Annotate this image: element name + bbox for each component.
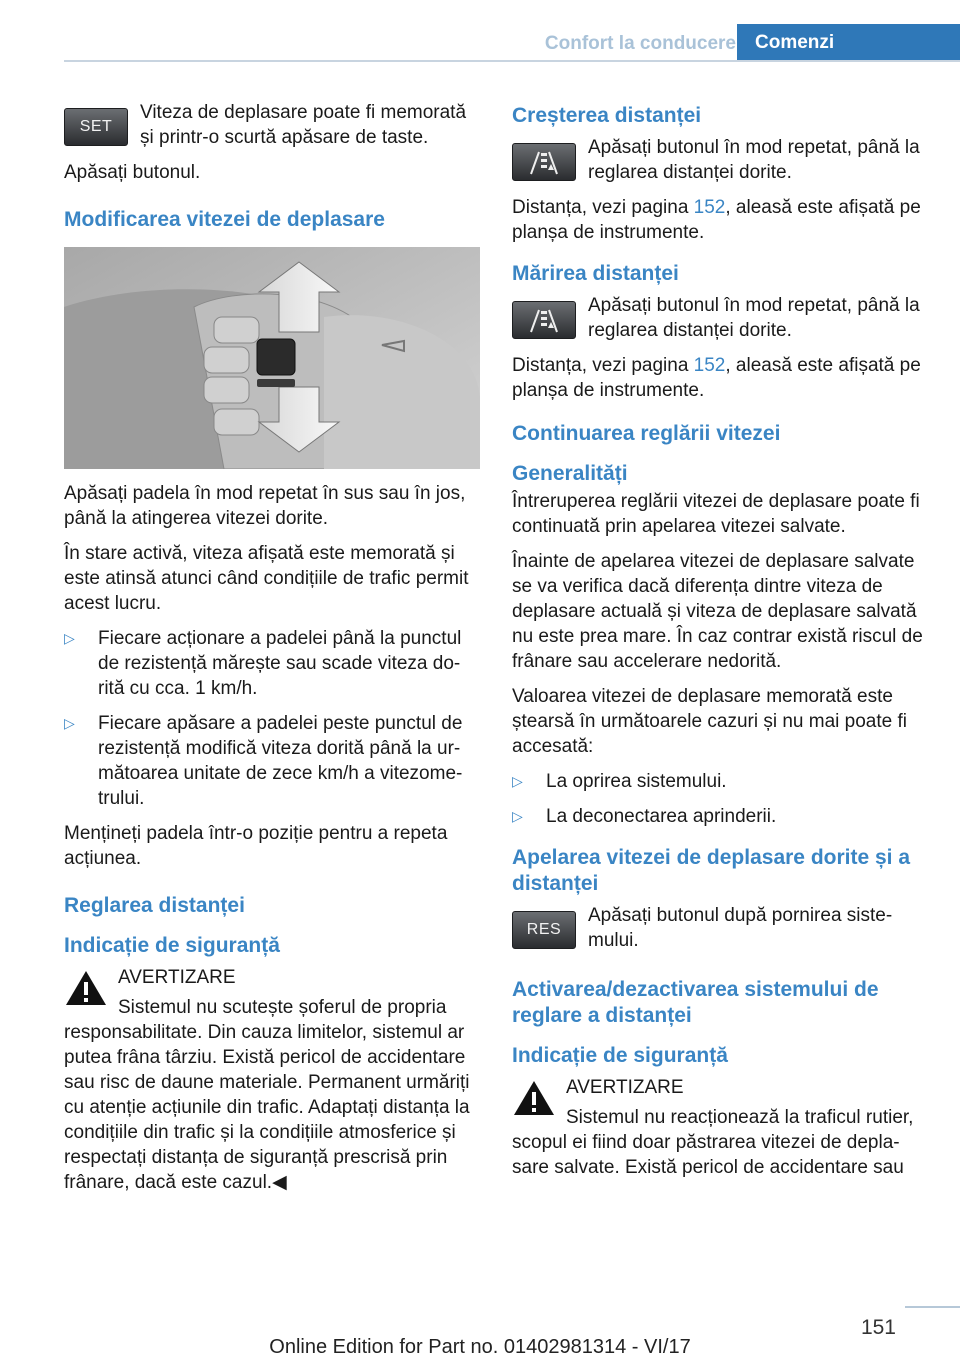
page-link[interactable]: 152 bbox=[693, 197, 726, 218]
heading-safety-note: Indicație de siguranță bbox=[64, 934, 280, 957]
paragraph-active: În stare activă, viteza afișată este memorată și este atinsă atunci când condițiile de trafic permit acest lucru. bbox=[64, 543, 469, 614]
warning-text-rest: responsabilitate. Din cauza limitelor, sistemul ar putea frâna târziu. Există pericol de accidentare sau risc de daune materiale. Permanent urmăriți cu atenție acțiunile din trafic. Adaptați distanța la condițiile din trafic și la condițiile atmosferice și respectați distanța de siguranță prescrisă prin frânare, dacă este cazul.◀ bbox=[64, 1022, 470, 1193]
warning-text-rest-right: scopul ei fiind doar păstrarea vitezei de deplasare salvate. Există pericol de accidentare sau bbox=[512, 1132, 904, 1178]
steering-wheel-paddle-image bbox=[64, 247, 480, 469]
right-column bbox=[512, 100, 928, 1190]
paragraph-general-2: Înainte de apelarea vitezei de deplasare salvate se va verifica dacă diferența dintre viteza de deplasare actuală și viteza de deplasare salvată nu este prea mare. În caz contrar există riscul de frânare sau accelerare nedorită. bbox=[512, 551, 923, 672]
warning-block-right bbox=[512, 1075, 928, 1130]
res-button-row bbox=[512, 903, 928, 953]
enlarge-button-row bbox=[512, 293, 928, 343]
heading-modify-speed: Modificarea vitezei de deplasare bbox=[64, 208, 385, 231]
warning-triangle-icon bbox=[64, 969, 108, 1020]
paragraph-general-3: Valoarea vitezei de deplasare memorată este ștearsă în următoarele cazuri și nu mai poate fi accesată: bbox=[512, 686, 907, 757]
heading-activate-system: Activarea/dezactivarea sistemului de reglare a distanței bbox=[512, 978, 879, 1027]
paragraph-hold: Mențineți padela într-o poziție pentru a repeta acțiunea. bbox=[64, 823, 448, 869]
warning-title: AVERTIZARE bbox=[118, 967, 236, 988]
res-button-text: Apăsați butonul după pornirea sistemului. bbox=[588, 905, 893, 951]
paragraph-general-1: Întreruperea reglării vitezei de deplasare poate fi continuată prin apelarea vitezei salvate. bbox=[512, 491, 920, 537]
set-button-row bbox=[64, 100, 480, 150]
paragraph-paddle: Apăsați padela în mod repetat în sus sau în jos, până la atingerea vitezei dorite. bbox=[64, 483, 466, 529]
warning-title-right: AVERTIZARE bbox=[566, 1077, 684, 1098]
page-link[interactable]: 152 bbox=[693, 355, 726, 376]
warning-text-first-right: Sistemul nu reacționează la traficul rutier, bbox=[566, 1107, 914, 1128]
heading-enlarge-distance: Mărirea distanței bbox=[512, 262, 679, 285]
triangle-bullet-icon: ▷ bbox=[512, 808, 523, 824]
triangle-bullet-icon: ▷ bbox=[64, 630, 75, 646]
warning-triangle-icon bbox=[512, 1079, 556, 1130]
edition-footer: Online Edition for Part no. 01402981314 - VI/17 bbox=[269, 1336, 691, 1358]
set-button-icon: SET bbox=[64, 108, 128, 146]
reset-bullet-list bbox=[512, 769, 928, 829]
list-item: ▷ Fiecare acționare a padelei până la punctul de rezistență mărește sau scade viteza dorită cu cca. 1 km/h. bbox=[64, 628, 462, 699]
enlarge-button-text: Apăsați butonul în mod repetat, până la reglarea distanței dorite. bbox=[588, 295, 920, 341]
increase-button-text: Apăsați butonul în mod repetat, până la reglarea distanței dorite. bbox=[588, 137, 920, 183]
res-button-icon: RES bbox=[512, 911, 576, 949]
list-item: ▷ La deconectarea aprinderii. bbox=[512, 806, 777, 827]
heading-recall-speed: Apelarea vitezei de deplasare dorite și a distanței bbox=[512, 846, 911, 895]
header-divider bbox=[64, 60, 960, 62]
header-tab-comenzi[interactable]: Comenzi bbox=[737, 24, 960, 62]
heading-continue-speed: Continuarea reglării vitezei bbox=[512, 422, 781, 445]
list-item: ▷ Fiecare apăsare a padelei peste punctul de rezistență modifică viteza dorită până la următoarea unitate de zece km/h a vitezometrului. bbox=[64, 713, 463, 809]
speed-bullet-list bbox=[64, 626, 480, 811]
warning-text-first: Sistemul nu scutește șoferul de propria bbox=[118, 997, 447, 1018]
header-section-title: Confort la conducere bbox=[544, 33, 736, 54]
left-column bbox=[64, 100, 480, 1205]
warning-block bbox=[64, 965, 480, 1020]
footer-divider bbox=[905, 1306, 960, 1308]
heading-distance-setting: Reglarea distanței bbox=[64, 894, 245, 917]
distance-button-icon bbox=[512, 301, 576, 339]
set-button-text: Viteza de deplasare poate fi memorată și printr-o scurtă apăsare de taste. bbox=[140, 102, 467, 148]
heading-general: Generalități bbox=[512, 462, 628, 485]
triangle-bullet-icon: ▷ bbox=[64, 715, 75, 731]
paragraph-distance-1: Distanța, vezi pagina 152, aleasă este afișată pe planșa de instrumente. bbox=[512, 197, 921, 243]
paragraph-distance-2: Distanța, vezi pagina 152, aleasă este afișată pe planșa de instrumente. bbox=[512, 355, 921, 401]
heading-safety-note-right: Indicație de siguranță bbox=[512, 1044, 728, 1067]
distance-button-icon bbox=[512, 143, 576, 181]
triangle-bullet-icon: ▷ bbox=[512, 773, 523, 789]
list-item: ▷ La oprirea sistemului. bbox=[512, 771, 727, 792]
press-button-text: Apăsați butonul. bbox=[64, 162, 201, 183]
heading-increase-distance: Creșterea distanței bbox=[512, 104, 702, 127]
increase-button-row bbox=[512, 135, 928, 185]
page-number: 151 bbox=[860, 1316, 896, 1339]
